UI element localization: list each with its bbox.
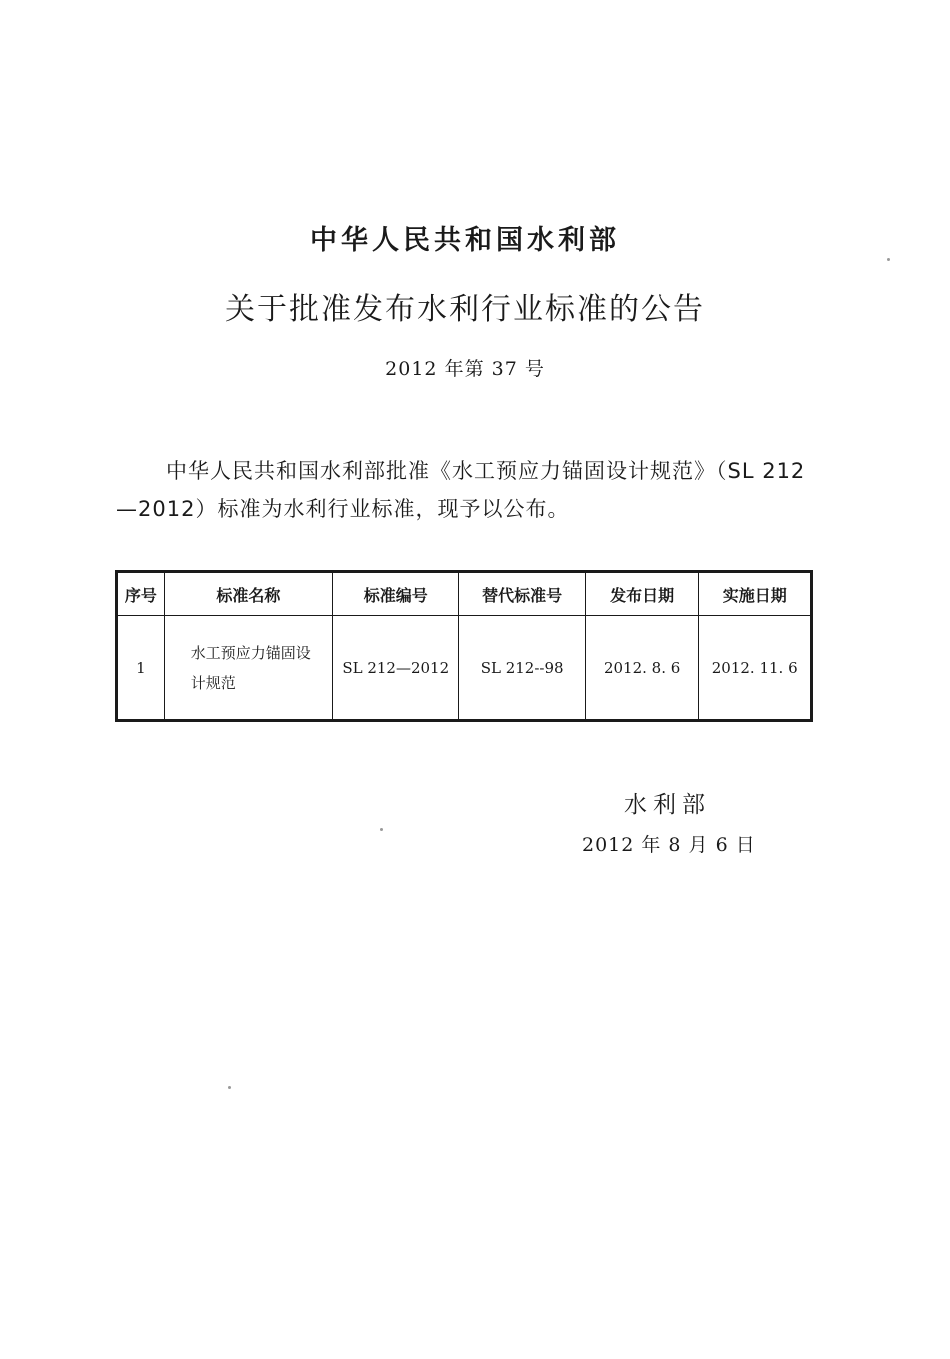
- header-replaces: 替代标准号: [459, 572, 585, 616]
- signer: 水利部: [624, 792, 711, 818]
- issuer-title: 中华人民共和国水利部: [310, 225, 620, 256]
- header-name: 标准名称: [164, 572, 332, 616]
- notice-body-text: 中华人民共和国水利部批准《水工预应力锚固设计规范》（SL 212—2012）标准为水利行业标准，现予以公布。: [116, 459, 806, 521]
- cell-name: 水工预应力锚固设计规范: [164, 616, 332, 721]
- cell-code: SL 212—2012: [333, 616, 459, 721]
- header-seq: 序号: [117, 572, 165, 616]
- header-effective-date: 实施日期: [699, 572, 812, 616]
- notice-title: 关于批准发布水利行业标准的公告: [225, 292, 705, 327]
- scan-speck: [887, 258, 890, 261]
- scan-speck: [228, 1086, 231, 1089]
- table-header-row: [117, 572, 812, 616]
- header-publish-date: 发布日期: [585, 572, 699, 616]
- cell-replaces: SL 212--98: [459, 616, 585, 721]
- cell-effective-date: 2012. 11. 6: [699, 616, 812, 721]
- scan-speck: [380, 828, 383, 831]
- signature-date: 2012 年 8 月 6 日: [582, 834, 756, 856]
- standards-table: [115, 570, 813, 722]
- cell-publish-date: 2012. 8. 6: [585, 616, 699, 721]
- table-row: [117, 616, 812, 721]
- cell-seq: 1: [117, 616, 165, 721]
- notice-body: [116, 452, 816, 528]
- document-number: 2012 年第 37 号: [385, 358, 545, 380]
- header-code: 标准编号: [333, 572, 459, 616]
